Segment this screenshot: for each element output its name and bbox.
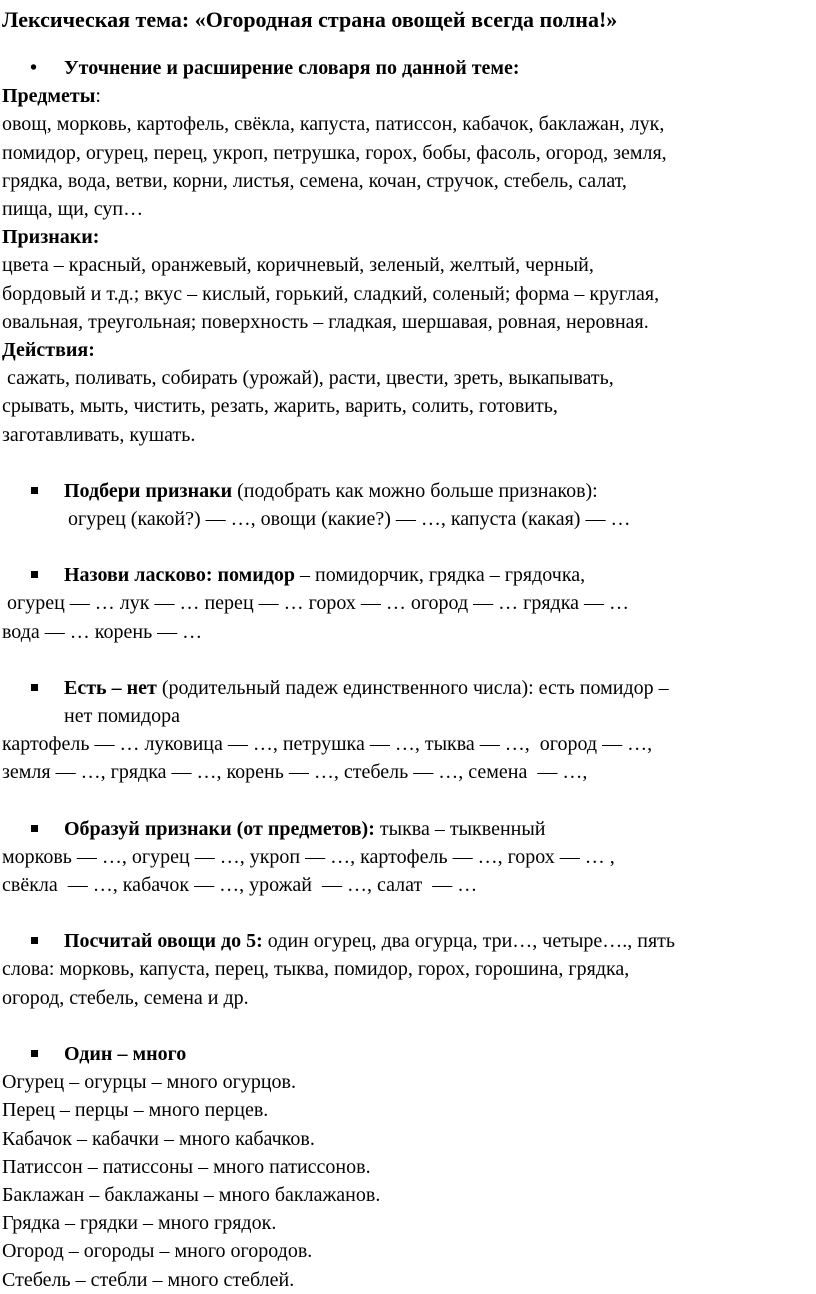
square-bullet-icon [31, 571, 38, 578]
objects-line: грядка, вода, ветви, корни, листья, семена, кочан, стручок, стебель, салат, [2, 169, 627, 192]
task-continuation: нет помидора [64, 705, 181, 728]
task-line: картофель — … луковица — …, петрушка — …, тыква — …, огород — …, [2, 733, 653, 756]
actions-line: сажать, поливать, собирать (урожай), расти, цвести, зреть, выкапывать, [2, 367, 614, 390]
task-description: (подобрать как можно больше признаков): [232, 479, 598, 502]
objects-line: овощ, морковь, картофель, свёкла, капуста, патиссон, кабачок, баклажан, лук, [2, 113, 665, 136]
task-description: один огурец, два огурца, три…, четыре…., пять [262, 930, 676, 953]
features-label: Признаки: [2, 226, 100, 249]
plural-line: Стебель – стебли – много стеблей. [2, 1268, 295, 1291]
task-line: огород, стебель, семена и др. [2, 986, 249, 1009]
vocab-heading-text: Уточнение и расширение словаря по данной теме: [64, 57, 520, 79]
task-line: свёкла — …, кабачок — …, урожай — …, салат — … [2, 874, 478, 897]
plural-line: Перец – перцы – много перцев. [2, 1099, 269, 1122]
task-title: Подбери признаки [64, 479, 233, 502]
task-genitive [0, 674, 816, 702]
square-bullet-icon [31, 825, 38, 832]
task-line: огурец (какой?) — …, овощи (какие?) — …, капуста (какая) — … [68, 508, 631, 531]
objects-colon: : [95, 85, 101, 108]
task-title: Есть – нет [64, 676, 157, 699]
objects-label: Предметы [2, 85, 96, 108]
objects-label-line [0, 82, 816, 110]
square-bullet-icon [31, 1050, 38, 1057]
features-line: овальная, треугольная; поверхность – гладкая, шершавая, ровная, неровная. [2, 310, 649, 333]
task-picks-features [0, 477, 816, 505]
square-bullet-icon [31, 487, 38, 494]
task-line: слова: морковь, капуста, перец, тыква, помидор, горох, горошина, грядка, [2, 958, 630, 981]
task-description: – помидорчик, грядка – грядочка, [295, 564, 586, 587]
square-bullet-icon [31, 937, 38, 944]
features-line: цвета – красный, оранжевый, коричневый, зеленый, желтый, черный, [2, 254, 594, 277]
plural-line: Кабачок – кабачки – много кабачков. [2, 1127, 315, 1150]
objects-line: пища, щи, суп… [2, 198, 144, 221]
task-one-many [0, 1040, 816, 1068]
task-diminutive [0, 561, 816, 589]
page-title: Лексическая тема: «Огородная страна овощей всегда полна!» [2, 7, 618, 32]
plural-line: Огурец – огурцы – много огурцов. [2, 1071, 296, 1094]
task-title: Посчитай овощи до 5: [64, 930, 263, 953]
task-form-adjectives [0, 815, 816, 843]
round-bullet-icon: • [30, 57, 38, 79]
task-title: Назови ласково: помидор [64, 564, 296, 587]
task-title: Один – много [64, 1042, 187, 1065]
actions-line: заготавливать, кушать. [2, 423, 196, 446]
task-count-vegetables [0, 927, 816, 955]
objects-line: помидор, огурец, перец, укроп, петрушка, горох, бобы, фасоль, огород, земля, [2, 141, 667, 164]
square-bullet-icon [31, 684, 38, 691]
plural-line: Патиссон – патиссоны – много патиссонов. [2, 1155, 371, 1178]
features-line: бордовый и т.д.; вкус – кислый, горький, сладкий, соленый; форма – круглая, [2, 282, 660, 305]
task-description: (родительный падеж единственного числа): есть помидор – [156, 676, 669, 699]
plural-line: Баклажан – баклажаны – много баклажанов. [2, 1183, 381, 1206]
actions-label: Действия: [2, 339, 95, 362]
actions-line: срывать, мыть, чистить, резать, жарить, варить, солить, готовить, [2, 395, 558, 418]
task-line: земля — …, грядка — …, корень — …, стебель — …, семена — …, [2, 761, 588, 784]
task-description: тыква – тыквенный [374, 817, 546, 840]
task-line: вода — … корень — … [2, 620, 203, 643]
plural-line: Огород – огороды – много огородов. [2, 1240, 313, 1263]
task-line: огурец — … лук — … перец — … горох — … огород — … грядка — … [2, 592, 630, 615]
vocab-heading [0, 54, 816, 82]
task-line: морковь — …, огурец — …, укроп — …, картофель — …, горох — … , [2, 845, 615, 868]
task-title: Образуй признаки (от предметов): [64, 817, 375, 840]
plural-line: Грядка – грядки – много грядок. [2, 1212, 277, 1235]
